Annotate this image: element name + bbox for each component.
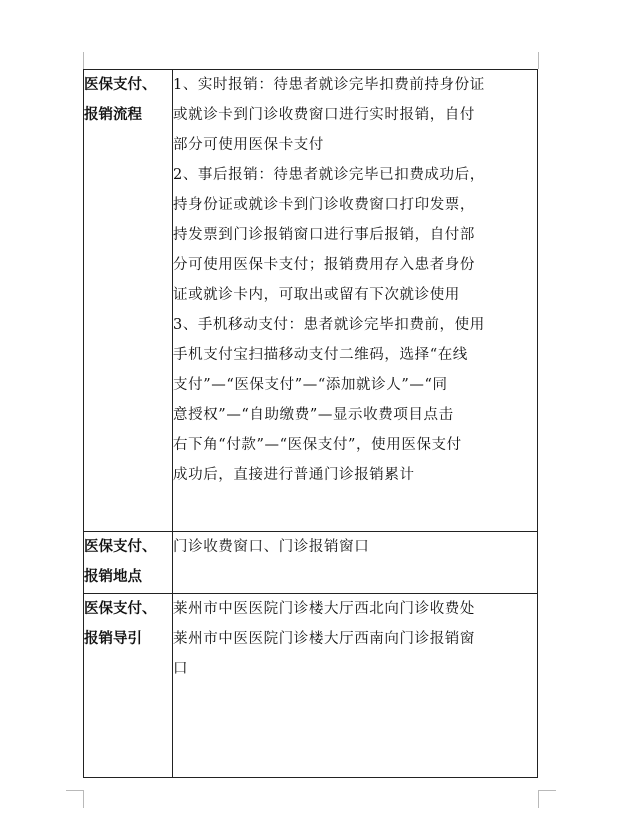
content-line: 支付”—“医保支付”—“添加就诊人”—“同 bbox=[173, 377, 448, 393]
table-row-location bbox=[84, 532, 538, 594]
content-line: 1、实时报销：待患者就诊完毕扣费前持身份证 bbox=[173, 77, 485, 93]
crop-mark-top-right-v bbox=[538, 52, 539, 69]
row-header bbox=[84, 70, 173, 532]
row-header-line: 报销流程 bbox=[84, 107, 142, 123]
content-line: 证或就诊卡内，可取出或留有下次就诊使用 bbox=[173, 287, 460, 303]
row-header-line: 报销地点 bbox=[84, 569, 142, 585]
content-line: 分可使用医保卡支付；报销费用存入患者身份 bbox=[173, 257, 475, 273]
content-line: 手机支付宝扫描移动支付二维码，选择“在线 bbox=[173, 347, 468, 363]
table-row-guide bbox=[84, 594, 538, 778]
crop-mark-bottom-left-h bbox=[66, 790, 83, 791]
content-line: 或就诊卡到门诊收费窗口进行实时报销，自付 bbox=[173, 107, 475, 123]
content-line: 部分可使用医保卡支付 bbox=[173, 137, 324, 153]
crop-mark-bottom-left-v bbox=[83, 790, 84, 808]
medical-insurance-info-table bbox=[83, 69, 538, 778]
content-line: 莱州市中医医院门诊楼大厅西北向门诊收费处 bbox=[173, 601, 475, 617]
row-header-line: 报销导引 bbox=[84, 631, 142, 647]
content-line: 持发票到门诊报销窗口进行事后报销，自付部 bbox=[173, 227, 475, 243]
table-row-process bbox=[84, 70, 538, 532]
content-line: 意授权”—“自助缴费”—显示收费项目点击 bbox=[173, 407, 454, 423]
content-line: 门诊收费窗口、门诊报销窗口 bbox=[173, 539, 370, 555]
content-line: 2、事后报销：待患者就诊完毕已扣费成功后， bbox=[173, 167, 485, 183]
row-header-line: 医保支付、 bbox=[84, 601, 157, 617]
row-content bbox=[173, 70, 538, 532]
content-line: 莱州市中医医院门诊楼大厅西南向门诊报销窗 bbox=[173, 631, 475, 647]
row-content bbox=[173, 532, 538, 594]
row-header-line: 医保支付、 bbox=[84, 77, 157, 93]
crop-mark-bottom-right-h bbox=[539, 790, 556, 791]
row-header bbox=[84, 532, 173, 594]
content-line: 口 bbox=[173, 661, 189, 677]
content-line: 成功后，直接进行普通门诊报销累计 bbox=[173, 467, 415, 483]
row-header bbox=[84, 594, 173, 778]
crop-mark-bottom-right-v bbox=[538, 790, 539, 808]
content-line: 右下角“付款”—“医保支付”，使用医保支付 bbox=[173, 437, 462, 453]
row-content bbox=[173, 594, 538, 778]
content-line: 持身份证或就诊卡到门诊收费窗口打印发票， bbox=[173, 197, 475, 213]
crop-mark-top-left-v bbox=[83, 52, 84, 69]
content-line: 3、手机移动支付：患者就诊完毕扣费前，使用 bbox=[173, 317, 485, 333]
row-header-line: 医保支付、 bbox=[84, 539, 157, 555]
